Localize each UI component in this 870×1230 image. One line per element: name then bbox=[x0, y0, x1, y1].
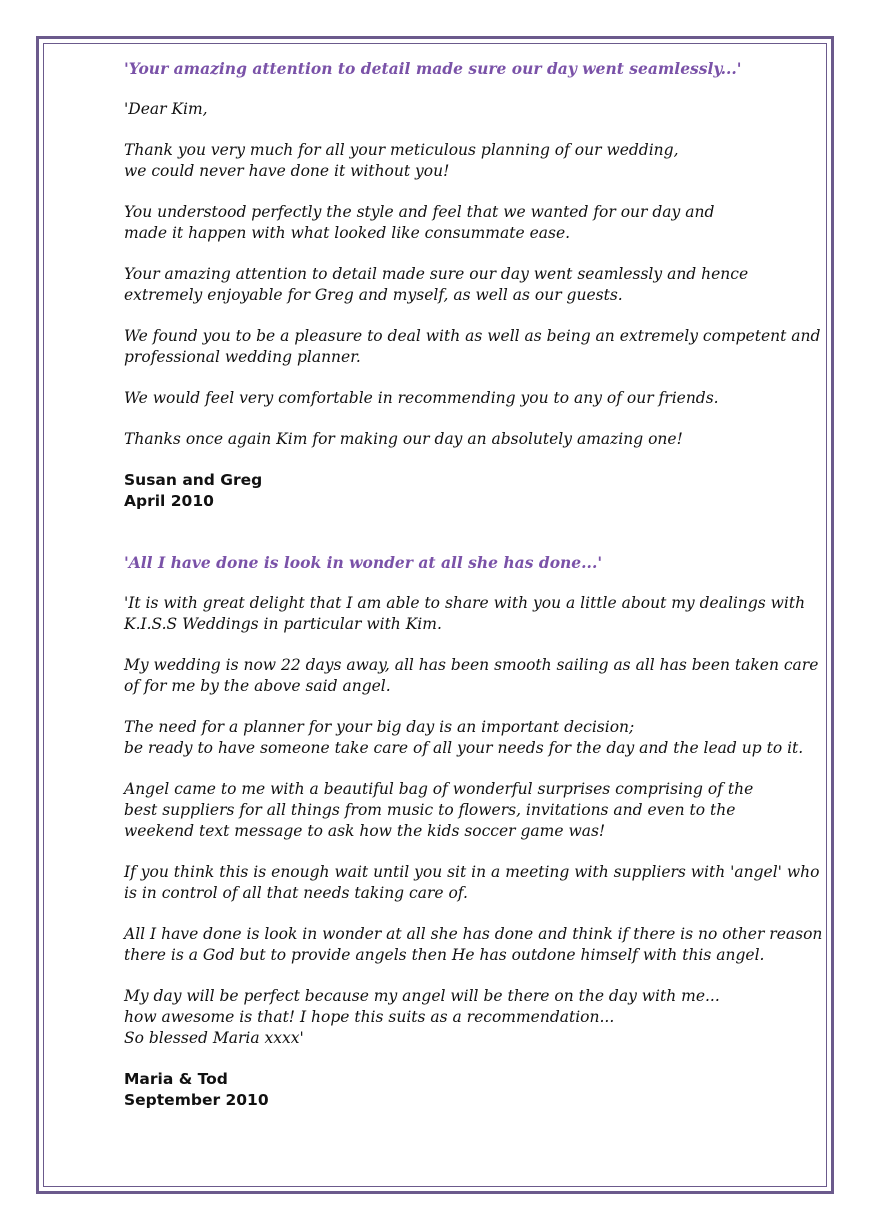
paragraph-line: We found you to be a pleasure to deal with as well as being an extremely competent and bbox=[124, 327, 821, 345]
testimonial-headline: 'All I have done is look in wonder at all she has done...' bbox=[124, 553, 603, 572]
paragraph-line: All I have done is look in wonder at all she has done and think if there is no other reason bbox=[124, 925, 823, 943]
paragraph-line: Thanks once again Kim for making our day an absolutely amazing one! bbox=[124, 430, 683, 448]
paragraph-line: If you think this is enough wait until you sit in a meeting with suppliers with 'angel' who bbox=[124, 863, 820, 881]
testimonial-signature-block bbox=[124, 470, 804, 512]
testimonial-paragraph bbox=[124, 593, 804, 635]
paragraph-line: We would feel very comfortable in recommending you to any of our friends. bbox=[124, 389, 719, 407]
paragraph-line: extremely enjoyable for Greg and myself, as well as our guests. bbox=[124, 286, 623, 304]
testimonial-paragraph bbox=[124, 986, 804, 1049]
paragraph-line: there is a God but to provide angels then He has outdone himself with this angel. bbox=[124, 946, 765, 964]
testimonial-maria-tod bbox=[124, 552, 823, 1111]
testimonial-signature-block bbox=[124, 1069, 804, 1111]
testimonial-paragraph bbox=[124, 779, 804, 842]
paragraph-line: weekend text message to ask how the kids soccer game was! bbox=[124, 822, 606, 840]
paragraph-line: So blessed Maria xxxx' bbox=[124, 1029, 304, 1047]
signature-name: Maria & Tod bbox=[124, 1070, 228, 1088]
testimonial-susan-greg bbox=[124, 58, 821, 512]
paragraph-line: how awesome is that! I hope this suits as a recommendation... bbox=[124, 1008, 615, 1026]
paragraph-line: You understood perfectly the style and feel that we wanted for our day and bbox=[124, 203, 715, 221]
paragraph-line: we could never have done it without you! bbox=[124, 162, 450, 180]
paragraph-line: Angel came to me with a beautiful bag of wonderful surprises comprising of the bbox=[124, 780, 754, 798]
paragraph-line: K.I.S.S Weddings in particular with Kim. bbox=[124, 615, 442, 633]
testimonial-paragraph bbox=[124, 862, 820, 904]
testimonial-paragraph bbox=[124, 326, 821, 368]
signature-name: Susan and Greg bbox=[124, 471, 263, 489]
testimonial-paragraph bbox=[124, 717, 804, 759]
signature-date: April 2010 bbox=[124, 492, 214, 510]
testimonial-paragraph bbox=[124, 202, 804, 244]
paragraph-line: is in control of all that needs taking care of. bbox=[124, 884, 468, 902]
testimonial-headline: 'Your amazing attention to detail made sure our day went seamlessly...' bbox=[124, 59, 742, 78]
testimonials-content bbox=[124, 58, 823, 1111]
testimonial-paragraph bbox=[124, 388, 804, 409]
testimonial-paragraph bbox=[124, 924, 823, 966]
paragraph-line: My wedding is now 22 days away, all has been smooth sailing as all has been taken care bbox=[124, 656, 819, 674]
testimonial-paragraph bbox=[124, 429, 804, 450]
paragraph-line: professional wedding planner. bbox=[124, 348, 361, 366]
paragraph-line: best suppliers for all things from music to flowers, invitations and even to the bbox=[124, 801, 736, 819]
paragraph-line: 'Dear Kim, bbox=[124, 100, 208, 118]
paragraph-line: be ready to have someone take care of all your needs for the day and the lead up to it. bbox=[124, 739, 804, 757]
testimonial-paragraph bbox=[124, 99, 804, 120]
signature-date: September 2010 bbox=[124, 1091, 269, 1109]
paragraph-line: Your amazing attention to detail made sure our day went seamlessly and hence bbox=[124, 265, 749, 283]
testimonial-paragraph bbox=[124, 655, 819, 697]
paragraph-line: My day will be perfect because my angel will be there on the day with me... bbox=[124, 987, 720, 1005]
paragraph-line: of for me by the above said angel. bbox=[124, 677, 391, 695]
testimonial-paragraph bbox=[124, 140, 804, 182]
paragraph-line: made it happen with what looked like consummate ease. bbox=[124, 224, 571, 242]
paragraph-line: 'It is with great delight that I am able to share with you a little about my dealings with bbox=[124, 594, 806, 612]
testimonial-paragraph bbox=[124, 264, 804, 306]
paragraph-line: Thank you very much for all your meticulous planning of our wedding, bbox=[124, 141, 679, 159]
paragraph-line: The need for a planner for your big day is an important decision; bbox=[124, 718, 635, 736]
